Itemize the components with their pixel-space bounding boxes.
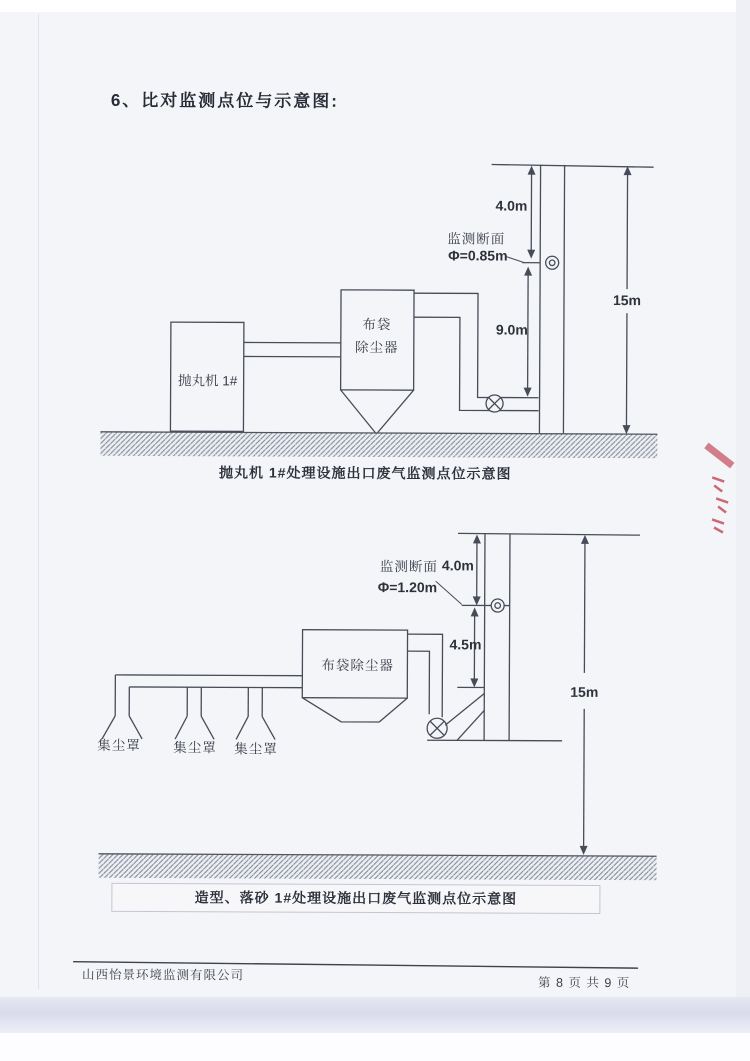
d1-duct-machine	[244, 342, 341, 356]
d2-caption: 造型、落砂 1#处理设施出口废气监测点位示意图	[194, 889, 518, 907]
d1-dim-label-4m: 4.0m	[495, 197, 528, 214]
d1-fan-icon	[486, 395, 503, 412]
d1-collector-label-2: 除尘器	[355, 339, 399, 356]
d1-diameter-label: Φ=0.85m	[448, 247, 508, 264]
d2-hood-2	[175, 687, 214, 739]
d2-dim-4m	[473, 534, 481, 605]
d2-hood-label-3: 集尘罩	[234, 741, 278, 757]
d2-diameter-label: Φ=1.20m	[377, 579, 438, 596]
d2-leader-line	[436, 581, 462, 604]
d2-dim-label-4m: 4.0m	[441, 557, 474, 574]
d2-diagonal-duct	[445, 693, 484, 740]
d2-manifold	[115, 675, 302, 688]
d1-collector-label-1: 布袋	[362, 316, 392, 333]
d2-dim-label-15m: 15m	[570, 683, 599, 700]
d2-dim-label-4p5m: 4.5m	[449, 636, 482, 653]
d1-dim-label-15m: 15m	[612, 292, 642, 309]
d1-duct-stack	[414, 293, 540, 411]
d2-hood-label-2: 集尘罩	[173, 740, 217, 756]
d1-caption: 抛丸机 1#处理设施出口废气监测点位示意图	[218, 464, 512, 482]
d1-machine-label: 抛丸机 1#	[177, 373, 238, 389]
d2-baseline	[427, 740, 562, 741]
d2-stack	[484, 533, 510, 740]
d1-leader-line	[506, 257, 524, 263]
d1-dim-label-9m: 9.0m	[495, 321, 528, 338]
d2-hood-1	[102, 675, 142, 739]
d2-ground	[98, 854, 656, 880]
d2-caption-box	[111, 883, 600, 914]
d2-fan-icon	[427, 718, 447, 738]
d1-section-label: 监测断面	[447, 231, 506, 247]
d2-section-label: 监测断面	[379, 559, 438, 575]
d1-sampling-port-icon	[546, 256, 559, 269]
d1-dust-collector	[340, 290, 414, 434]
d2-sampling-port-icon	[491, 599, 504, 612]
footer-company: 山西怡景环境监测有限公司	[82, 967, 245, 983]
d1-ground	[100, 432, 657, 458]
d1-stack	[539, 165, 564, 434]
diagram1	[100, 163, 658, 458]
d2-hood-label-1: 集尘罩	[97, 737, 141, 753]
d1-top-line	[492, 165, 654, 168]
d2-collector-label: 布袋除尘器	[321, 657, 394, 674]
d2-dust-collector	[302, 630, 407, 722]
d2-duct-fan	[407, 634, 442, 717]
footer-page-number: 第 8 页 共 9 页	[537, 975, 631, 991]
d1-dim-4m	[527, 166, 535, 259]
page-heading: 6、比对监测点位与示意图:	[110, 90, 340, 111]
red-stamp-fragment	[706, 445, 732, 532]
d2-hood-3	[236, 687, 275, 739]
